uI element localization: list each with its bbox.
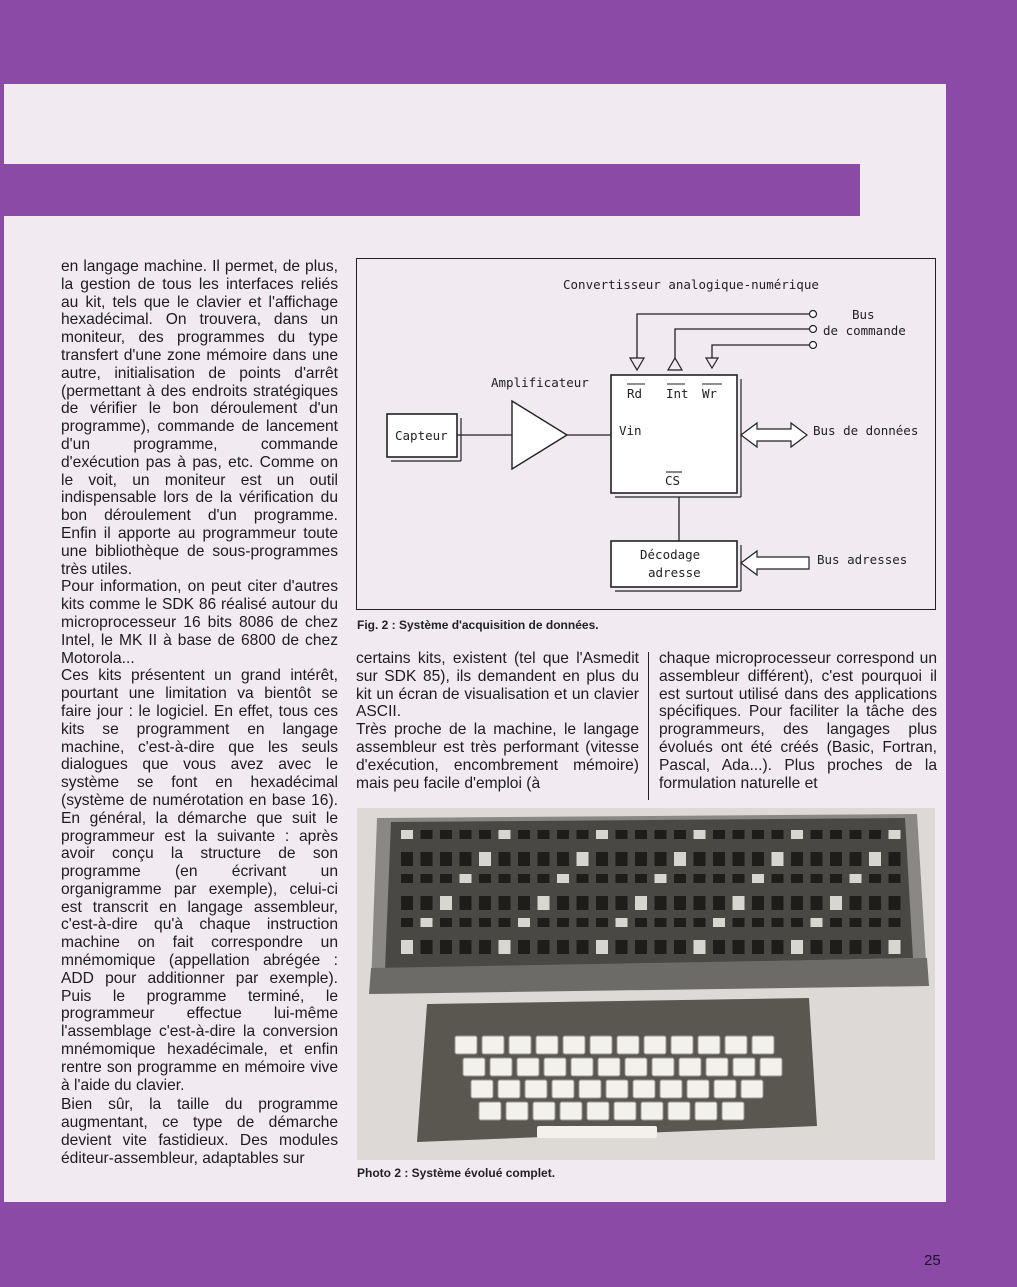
key (509, 1036, 531, 1054)
chip (538, 918, 550, 927)
chip (518, 830, 530, 839)
key (733, 1058, 755, 1076)
chip (499, 918, 511, 927)
chip (713, 940, 725, 954)
chip (713, 874, 725, 883)
chip (479, 918, 491, 927)
chip (869, 896, 881, 910)
chip (421, 852, 433, 866)
vin-pin-label: Vin (619, 423, 642, 438)
chip (440, 918, 452, 927)
chip (791, 830, 803, 839)
chip (889, 874, 901, 883)
spacebar-key (537, 1126, 657, 1138)
chip (772, 918, 784, 927)
amplifier-label: Amplificateur (491, 375, 589, 390)
paragraph: certains kits, existent (tel que l'Asmedit sur SDK 85), ils demandent en plus du kit un écran de visualisation et un clavier ASCII. (356, 650, 639, 721)
address-bus-arrow-icon (741, 551, 809, 575)
chip (830, 830, 842, 839)
decoder-label: adresse (648, 565, 701, 580)
chip (596, 852, 608, 866)
chip (440, 830, 452, 839)
chip (889, 896, 901, 910)
figure-caption: Fig. 2 : Système d'acquisition de données. (357, 618, 599, 632)
key (695, 1102, 717, 1120)
chip (674, 852, 686, 866)
chip (538, 896, 550, 910)
bus-terminal-icon (810, 326, 817, 333)
chip (440, 874, 452, 883)
chip (635, 918, 647, 927)
chip (538, 874, 550, 883)
key (641, 1102, 663, 1120)
key (687, 1080, 709, 1098)
chip (733, 830, 745, 839)
chip (460, 896, 472, 910)
photo-caption: Photo 2 : Système évolué complet. (357, 1166, 556, 1180)
chip (713, 896, 725, 910)
wr-arrow-icon (706, 358, 718, 368)
int-arrow-icon (668, 358, 682, 370)
chip (733, 874, 745, 883)
chip (557, 874, 569, 883)
chip (733, 918, 745, 927)
chip (655, 940, 667, 954)
chip (791, 896, 803, 910)
wr-pin-label: Wr (702, 386, 718, 401)
key (760, 1058, 782, 1076)
chip (772, 940, 784, 954)
chip (401, 852, 413, 866)
chip (752, 830, 764, 839)
key (455, 1036, 477, 1054)
rd-pin-label: Rd (627, 386, 643, 401)
section-header-bar (0, 164, 860, 216)
chip (850, 874, 862, 883)
chip (869, 874, 881, 883)
chip (752, 852, 764, 866)
chip (811, 830, 823, 839)
paragraph: Pour information, on peut citer d'autres kits comme le SDK 86 réalisé autour du microprocesseur 16 bits 8086 de chez Intel, le MK II à base de 6800 de chez Motorola... (61, 578, 338, 667)
chip (869, 940, 881, 954)
chip (479, 830, 491, 839)
chip (499, 852, 511, 866)
key (741, 1080, 763, 1098)
key (552, 1080, 574, 1098)
chip (557, 852, 569, 866)
key (625, 1058, 647, 1076)
key (560, 1102, 582, 1120)
chip (635, 852, 647, 866)
chip (401, 918, 413, 927)
key (752, 1036, 774, 1054)
sensor-label: Capteur (395, 428, 448, 443)
chip (635, 874, 647, 883)
key (490, 1058, 512, 1076)
chip (811, 852, 823, 866)
chip (616, 896, 628, 910)
key (579, 1080, 601, 1098)
chip (713, 852, 725, 866)
key (652, 1058, 674, 1076)
chip (889, 830, 901, 839)
chip (596, 896, 608, 910)
key (471, 1080, 493, 1098)
chip (577, 918, 589, 927)
chip (421, 918, 433, 927)
bus-command-label: Bus (852, 307, 875, 322)
key (606, 1080, 628, 1098)
chip (518, 940, 530, 954)
int-line (675, 329, 809, 358)
chip (635, 940, 647, 954)
key (506, 1102, 528, 1120)
chip (518, 918, 530, 927)
chip (518, 896, 530, 910)
chip (616, 918, 628, 927)
rd-line (637, 314, 809, 358)
bus-terminal-icon (810, 342, 817, 349)
chip (811, 918, 823, 927)
chip (713, 830, 725, 839)
chip (674, 874, 686, 883)
chip (752, 940, 764, 954)
chip (499, 874, 511, 883)
chip (889, 852, 901, 866)
key (633, 1080, 655, 1098)
chip (518, 852, 530, 866)
bus-terminal-icon (810, 311, 817, 318)
chip (674, 940, 686, 954)
chip (538, 852, 550, 866)
chip (772, 896, 784, 910)
chip (460, 874, 472, 883)
chip (655, 918, 667, 927)
chip (791, 852, 803, 866)
key (533, 1102, 555, 1120)
key (536, 1036, 558, 1054)
chip (811, 874, 823, 883)
chip (440, 852, 452, 866)
chip (655, 830, 667, 839)
key (598, 1058, 620, 1076)
paragraph: en langage machine. Il permet, de plus, la gestion de tous les interfaces reliés au kit, tels que le clavier et l'affichage hexadécimal. On trouvera, dans un moniteur, des programmes du type transfert d'une zone mémoire dans une autre, initialisation de points d'arrêt (permettant à des endroits stratégiques de vérifier le bon déroulement d'un programme), commande de lancement d'un programme, commande d'exécution pas à pas, etc. Comme on le voit, un moniteur est un outil indispensable lors de la vérification du bon déroulement d'un programme. Enfin il apporte au programmeur toute une bibliothèque de sous-programmes très utiles. (61, 258, 338, 578)
chip (850, 940, 862, 954)
chip (421, 874, 433, 883)
column-divider (648, 652, 649, 800)
chip (616, 874, 628, 883)
chip (752, 896, 764, 910)
paragraph: chaque microprocesseur correspond un assembleur différent), c'est pourquoi il est surtout utilisé dans des applications spécifiques. Pour faciliter la tâche des programmeurs, des langages plus évolués ont été créés (Basic, Fortran, Pascal, Ada...). Plus proches de la formulation naturelle et (659, 650, 937, 792)
chip (694, 896, 706, 910)
key (498, 1080, 520, 1098)
text-column-middle (356, 650, 639, 792)
chip (733, 896, 745, 910)
key (698, 1036, 720, 1054)
chip (655, 874, 667, 883)
chip (401, 874, 413, 883)
chip (850, 830, 862, 839)
key (479, 1102, 501, 1120)
chip (460, 940, 472, 954)
chip (557, 918, 569, 927)
chip (694, 830, 706, 839)
chip (499, 940, 511, 954)
chip (518, 874, 530, 883)
key (671, 1036, 693, 1054)
chip (596, 918, 608, 927)
paragraph: Ces kits présentent un grand intérêt, pourtant une limitation va bientôt se faire jour : le logiciel. En effet, tous ces kits se programment en langage machine, c'est-à-dire que les seuls dialogues que vous avez avec le système se font en hexadécimal (système de numérotation en base 16). En général, la démarche que suit le programmeur est la suivante : après avoir conçu la structure de son programme (en écrivant un organigramme par exemple), celui-ci est transcrit en langage assembleur, c'est-à-dire qu'à chaque instruction machine on fait correspondre un mnémomique (appellation abrégée : ADD pour additionner par exemple). Puis le programme terminé, le programmeur effectue lui-même l'assemblage c'est-à-dire la conversion mnémomique hexadécimale, et enfin rentre son programme en mémoire vive à l'aide du clavier. (61, 667, 338, 1094)
key (660, 1080, 682, 1098)
chip (479, 852, 491, 866)
key (714, 1080, 736, 1098)
chip (460, 830, 472, 839)
chip (830, 940, 842, 954)
chip (577, 874, 589, 883)
data-bus-arrow-icon (741, 423, 807, 447)
chip (830, 874, 842, 883)
chip (479, 874, 491, 883)
computer-kit-photo (357, 808, 935, 1160)
key (525, 1080, 547, 1098)
chip (791, 918, 803, 927)
cs-pin-label: CS (665, 473, 681, 488)
chip (694, 918, 706, 927)
key (482, 1036, 504, 1054)
chip (401, 940, 413, 954)
chip (674, 918, 686, 927)
key (614, 1102, 636, 1120)
chip (791, 940, 803, 954)
chip (596, 940, 608, 954)
address-bus-label: Bus adresses (817, 552, 908, 567)
key (679, 1058, 701, 1076)
key (706, 1058, 728, 1076)
chip (460, 852, 472, 866)
chip (850, 896, 862, 910)
page-number: 25 (924, 1252, 941, 1269)
chip (499, 896, 511, 910)
key (590, 1036, 612, 1054)
chip (713, 918, 725, 927)
chip (460, 918, 472, 927)
key (617, 1036, 639, 1054)
chip (577, 940, 589, 954)
chip (421, 830, 433, 839)
key (517, 1058, 539, 1076)
chip (889, 940, 901, 954)
chip (830, 918, 842, 927)
key (587, 1102, 609, 1120)
paragraph: Très proche de la machine, le langage assembleur est très performant (vitesse d'exécution, encombrement mémoire) mais peu facile d'emploi (à (356, 721, 639, 792)
chip (830, 852, 842, 866)
chip (577, 852, 589, 866)
right-color-strip (946, 84, 1017, 1202)
chip (596, 874, 608, 883)
bottom-color-band (0, 1202, 1017, 1287)
chip (772, 852, 784, 866)
key (563, 1036, 585, 1054)
chip (811, 940, 823, 954)
chip (791, 874, 803, 883)
chip (752, 918, 764, 927)
chip (421, 896, 433, 910)
data-bus-label: Bus de données (813, 423, 919, 438)
chip (674, 896, 686, 910)
chip (635, 896, 647, 910)
key (725, 1036, 747, 1054)
chip (596, 830, 608, 839)
paragraph: Bien sûr, la taille du programme augmentant, ce type de démarche devient vite fastidieux. Des modules éditeur-assembleur, adaptables sur (61, 1096, 338, 1167)
decoder-label: Décodage (640, 547, 701, 562)
key (544, 1058, 566, 1076)
chip (421, 940, 433, 954)
chip (440, 896, 452, 910)
chip (401, 896, 413, 910)
wr-line (712, 345, 809, 358)
chip (694, 940, 706, 954)
chip (577, 896, 589, 910)
bus-command-label: de commande (823, 323, 906, 338)
top-color-band (0, 0, 1017, 84)
chip (674, 830, 686, 839)
chip (869, 918, 881, 927)
chip (557, 940, 569, 954)
chip (655, 852, 667, 866)
key (571, 1058, 593, 1076)
chip (772, 874, 784, 883)
chip (830, 896, 842, 910)
text-column-right (659, 650, 937, 792)
key (668, 1102, 690, 1120)
chip (752, 874, 764, 883)
chip (479, 940, 491, 954)
chip (538, 830, 550, 839)
chip (557, 896, 569, 910)
chip (538, 940, 550, 954)
rd-arrow-icon (630, 358, 644, 370)
chip (616, 852, 628, 866)
chip (440, 940, 452, 954)
acquisition-diagram (356, 258, 936, 610)
chip (772, 830, 784, 839)
chip (616, 830, 628, 839)
chip (655, 896, 667, 910)
chip (811, 896, 823, 910)
converter-label: Convertisseur analogique-numérique (563, 277, 819, 292)
chip (694, 852, 706, 866)
text-column-left (61, 258, 338, 1168)
key (644, 1036, 666, 1054)
chip (869, 852, 881, 866)
chip (850, 852, 862, 866)
chip (733, 940, 745, 954)
chip (869, 830, 881, 839)
chip (479, 896, 491, 910)
chip (889, 918, 901, 927)
amplifier-triangle-icon (512, 401, 567, 469)
chip (850, 918, 862, 927)
chip (694, 874, 706, 883)
key (463, 1058, 485, 1076)
key (722, 1102, 744, 1120)
chip (557, 830, 569, 839)
int-pin-label: Int (666, 386, 689, 401)
chip (733, 852, 745, 866)
chip (635, 830, 647, 839)
chip (577, 830, 589, 839)
chip (499, 830, 511, 839)
chip (401, 830, 413, 839)
chip (616, 940, 628, 954)
